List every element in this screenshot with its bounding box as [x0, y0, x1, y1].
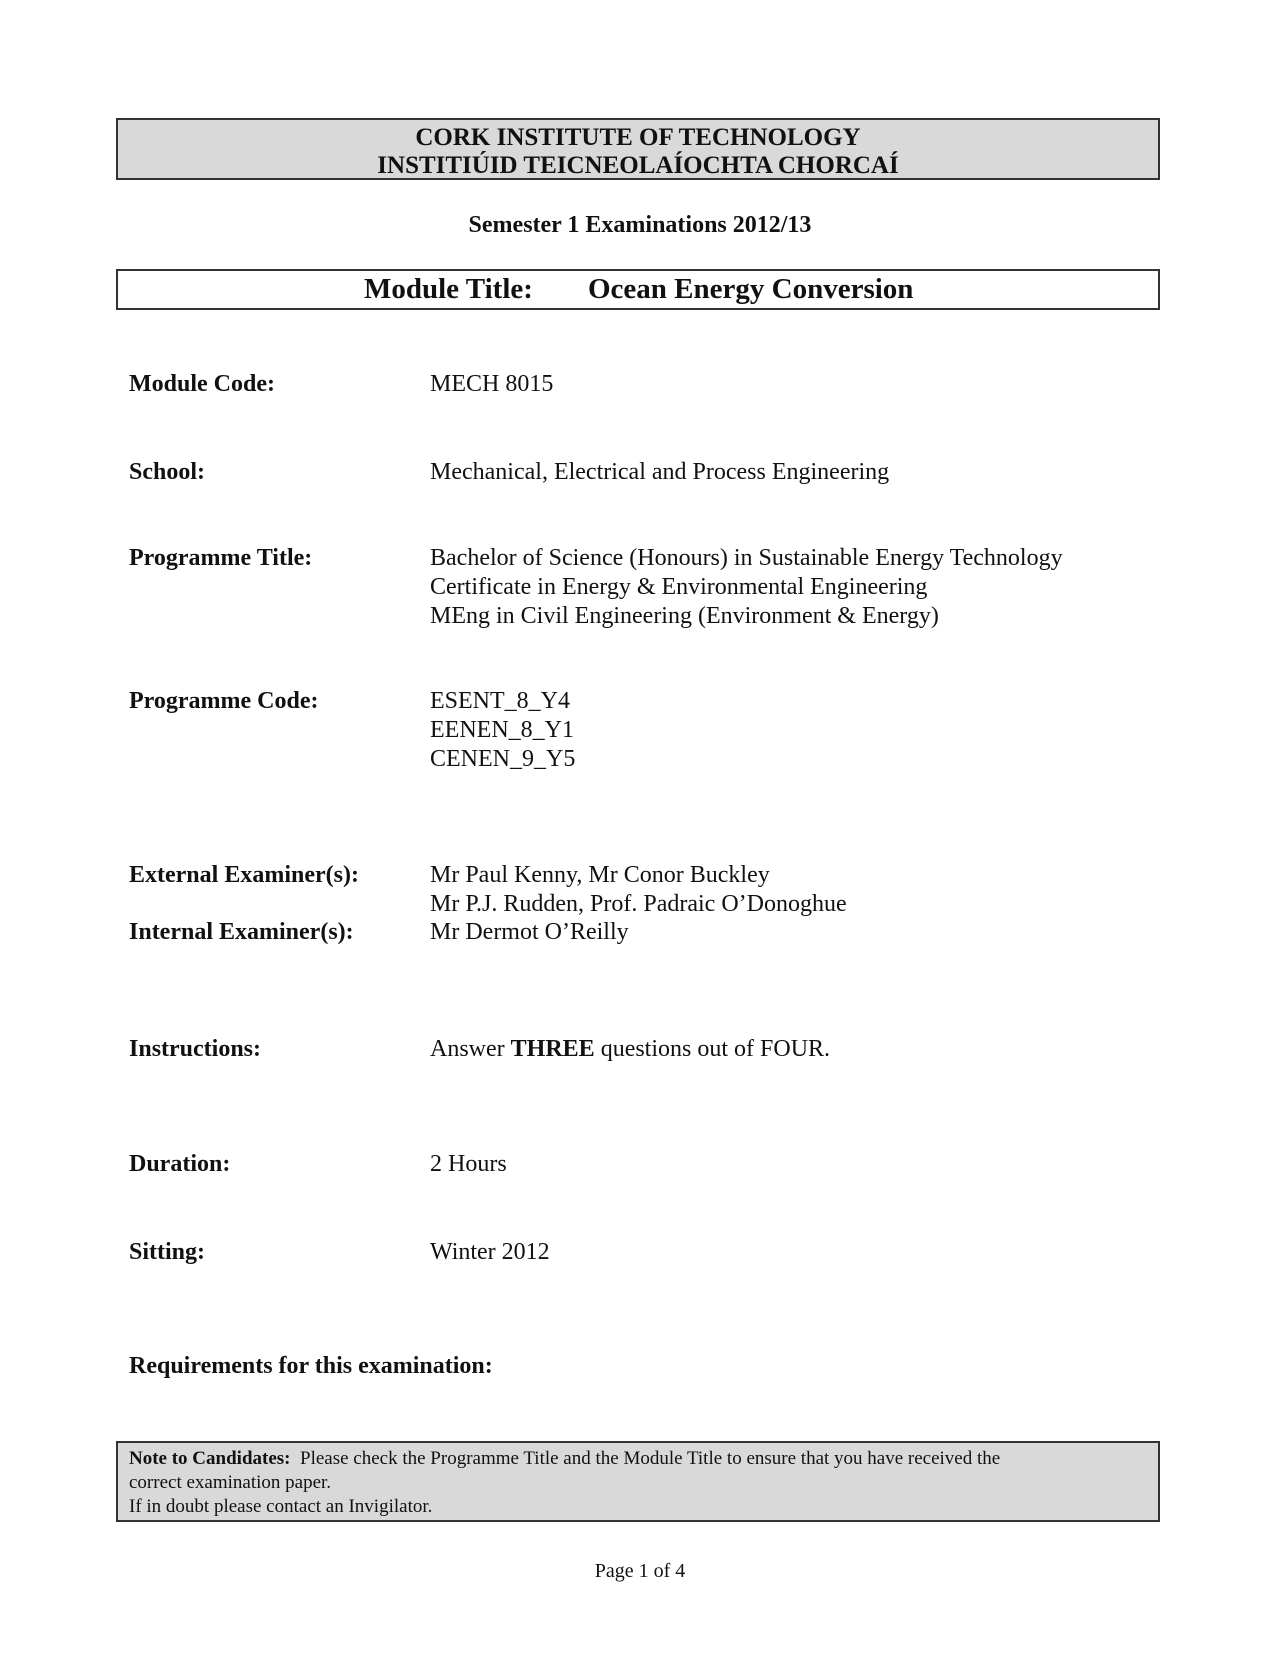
instructions-prefix: Answer [430, 1036, 511, 1062]
internal-examiners-value: Mr Dermot O’Reilly [430, 919, 629, 945]
note-to-candidates-box [116, 1441, 1160, 1522]
module-code-label: Module Code: [129, 371, 275, 397]
module-title-value: Ocean Energy Conversion [588, 273, 914, 305]
institution-name-english: CORK INSTITUTE OF TECHNOLOGY [415, 124, 861, 151]
programme-title-line: MEng in Civil Engineering (Environment & Energy) [430, 603, 939, 629]
note-text: Please check the Programme Title and the Module Title to ensure that you have received the [300, 1448, 1001, 1469]
sitting-label: Sitting: [129, 1239, 206, 1265]
module-code-value: MECH 8015 [430, 371, 554, 397]
school-label: School: [129, 459, 206, 485]
institution-name-irish: INSTITIÚID TEICNEOLAÍOCHTA CHORCAÍ [377, 152, 899, 179]
programme-title-values [430, 544, 1063, 631]
external-examiners-values [430, 861, 847, 919]
programme-title-line: Bachelor of Science (Honours) in Sustainable Energy Technology [430, 545, 1063, 571]
external-examiners-label: External Examiner(s): [129, 862, 359, 888]
instructions-value [430, 1035, 830, 1064]
programme-title-line: Certificate in Energy & Environmental Engineering [430, 574, 928, 600]
programme-code-line: EENEN_8_Y1 [430, 717, 574, 743]
programme-title-label: Programme Title: [129, 545, 313, 571]
note-label: Note to Candidates: [129, 1448, 291, 1469]
note-line-3: If in doubt please contact an Invigilator. [129, 1496, 433, 1517]
internal-examiners-label: Internal Examiner(s): [129, 919, 354, 945]
semester-heading: Semester 1 Examinations 2012/13 [468, 212, 812, 238]
page-number: Page 1 of 4 [594, 1560, 686, 1582]
module-title-label: Module Title: [364, 273, 533, 305]
external-examiner-line: Mr P.J. Rudden, Prof. Padraic O’Donoghue [430, 891, 847, 917]
requirements-heading: Requirements for this examination: [129, 1353, 493, 1379]
institution-header [116, 118, 1160, 180]
instructions-label: Instructions: [129, 1036, 262, 1062]
programme-code-line: CENEN_9_Y5 [430, 746, 576, 772]
note-line-2: correct examination paper. [129, 1472, 332, 1493]
programme-code-label: Programme Code: [129, 688, 319, 714]
instructions-suffix: questions out of FOUR. [594, 1036, 831, 1062]
module-title-box [116, 269, 1160, 310]
external-examiner-line: Mr Paul Kenny, Mr Conor Buckley [430, 862, 770, 888]
sitting-value: Winter 2012 [430, 1239, 550, 1265]
programme-code-line: ESENT_8_Y4 [430, 688, 570, 714]
instructions-emphasis: THREE [510, 1036, 595, 1062]
school-value: Mechanical, Electrical and Process Engineering [430, 459, 890, 485]
note-line-1 [129, 1447, 1148, 1471]
duration-value: 2 Hours [430, 1151, 507, 1177]
programme-code-values [430, 687, 575, 774]
duration-label: Duration: [129, 1151, 231, 1177]
